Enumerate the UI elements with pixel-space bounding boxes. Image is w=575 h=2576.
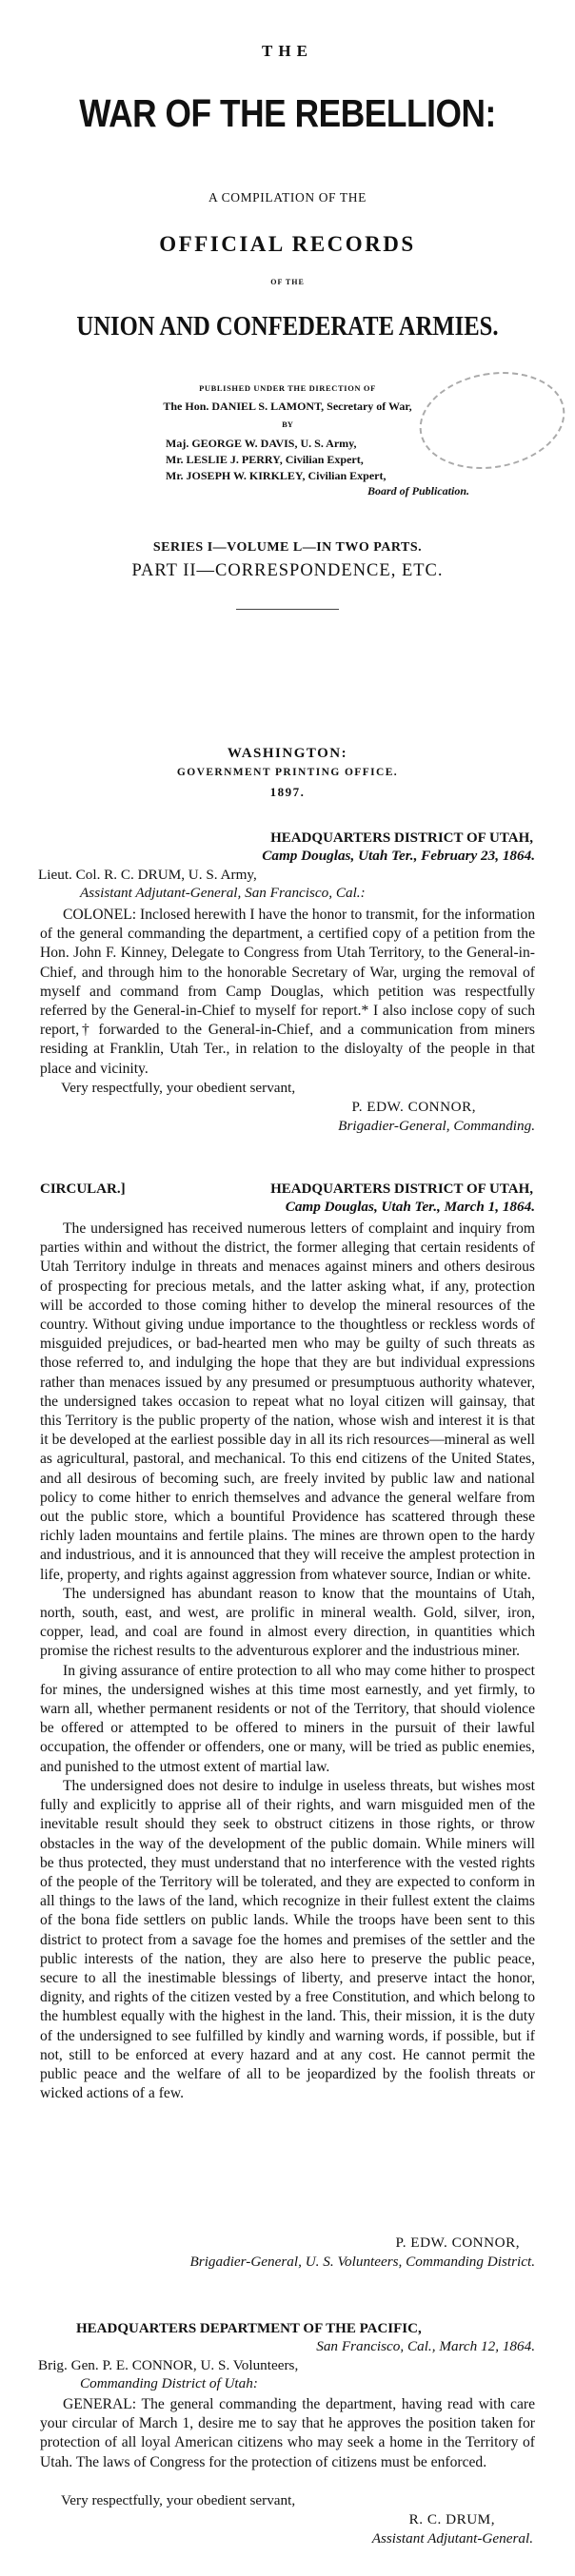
compilation-line: A COMPILATION OF THE (208, 190, 367, 205)
circular-paragraph: The undersigned has received numerous letters of complaint and inquiry from parties within and without the district, the former alleging that certain residents of Utah Territory indulge in threats and menaces against miners and others desirous of prospecting for precious metals, and the latter asking what, if any, protection will be accorded to those coming hither to develop the mineral resources of the country. Without giving undue importance to the thoughtless or reckless words of misguided prejudices, or bad-hearted men who may be guilty of such threats as those referred to, and indulging the hope that they are but individual expressions rather than menaces issued by any presumed or presumptuous authority whatever, the undersigned takes occasion to repeat what no loyal citizen will gainsay, that this Territory is the public property of the nation, whose wish and interest it is that it be developed at the earliest possible day in all its rich resources—mineral as well as agricultural, pastoral, and mechanical. To this end citizens of the United States, and all desirous of becoming such, are freely invited by public law and national policy to come hither to enrich themselves and advance the general welfare from out the public store, which a bountiful Providence has scattered through these richly laden mountains and fertile plains. The mines are thrown open to the hardy and industrious, and it is announced that they will receive the amplest protection in life, property, and rights against aggression from whatever source, Indian or white. (40, 1220, 535, 1583)
circular-paragraph: The undersigned has abundant reason to know that the mountains of Utah, north, south, east, and west, are prolific in mineral wealth. Gold, silver, iron, copper, lead, and coal are found in almost every direction, in quantities which promise the richest results to the adventurous explorer and the industrious miner. (40, 1585, 535, 1660)
divider (236, 609, 339, 610)
official-records: OFFICIAL RECORDS (159, 232, 416, 256)
by-line: BY (282, 420, 293, 429)
main-title: WAR OF THE REBELLION: (79, 91, 496, 135)
circular-signature: P. EDW. CONNOR, (395, 2234, 520, 2251)
letter2-recipient-title: Commanding District of Utah: (80, 2375, 258, 2391)
published-under: PUBLISHED UNDER THE DIRECTION OF (199, 383, 376, 393)
circular-dateline: Camp Douglas, Utah Ter., March 1, 1864. (285, 1199, 535, 1215)
title-the: THE (262, 42, 313, 60)
letter1-recipient: Lieut. Col. R. C. DRUM, U. S. Army, (38, 867, 257, 883)
board-label: Board of Publication. (367, 484, 470, 498)
secretary-line: The Hon. DANIEL S. LAMONT, Secretary of War, (163, 400, 412, 413)
letter1-body: COLONEL: Inclosed herewith I have the honor to transmit, for the information of the general commanding the department, a certified copy of a petition from the Hon. John F. Kinney, Delegate to Congress from Utah Territory, to the General-in-Chief, and through him to the honorable Secretary of War, urging the removal of myself and command from Camp Douglas, which petition was respectfully referred by the General-in-Chief to myself for report.* I also inclose copy of such report,† forwarded to the General-in-Chief, and a communication from miners residing at Franklin, Utah Ter., in relation to the disloyalty of the people in that place and vicinity. (40, 907, 535, 1077)
circular-body (40, 1220, 535, 2103)
letter2-closing: Very respectfully, your obedient servant, (61, 2492, 296, 2508)
board-list (166, 436, 387, 484)
board-member: Mr. LESLIE J. PERRY, Civilian Expert, (166, 453, 364, 466)
letter1-closing: Very respectfully, your obedient servant, (61, 1080, 296, 1096)
letter1-heading: HEADQUARTERS DISTRICT OF UTAH, (270, 830, 533, 846)
board-member: Maj. GEORGE W. DAVIS, U. S. Army, (166, 437, 357, 450)
letter2-signature: R. C. DRUM, (408, 2511, 495, 2527)
office-line: GOVERNMENT PRINTING OFFICE. (176, 767, 399, 778)
circular-paragraph: The undersigned does not desire to indulge in useless threats, but wishes most fully and explicitly to apprise all of their rights, and warn misguided men of the inevitable result should they seek to obstruct citizens in those rights, or throw obstacles in the way of the development of the public domain. While miners will be thus protected, they must understand that no interference with the vested rights of the people of the Territory will be tolerated, and they are expected to conform in all things to the laws of the land, which recognize in their fullest extent the claims of the bona fide settlers on public lands. While the troops have been sent to this district to protect from a savage foe the homes and premises of the settler and the public interests of the nation, they are also here to preserve the public peace, secure to all the inestimable blessings of liberty, and preserve intact the honor, dignity, and rights of the citizen vested by a free Constitution, and which belong to the humblest equally with the highest in the land. This, their mission, it is the duty of the undersigned to see fulfilled by kindly and warning words, if possible, but if not, still to be enforced at every hazard and at any cost. He cannot permit the public peace and the welfare of all to be jeopardized by the foolish threats or wicked actions of a few. (40, 1777, 535, 2102)
letter1-recipient-title: Assistant Adjutant-General, San Francisco, Cal.: (80, 885, 366, 901)
letter2-dateline: San Francisco, Cal., March 12, 1864. (316, 2338, 535, 2354)
letter2-heading: HEADQUARTERS DEPARTMENT OF THE PACIFIC, (76, 2321, 422, 2336)
circular-rank: Brigadier-General, U. S. Volunteers, Commanding District. (189, 2254, 535, 2270)
letter1-signature: P. EDW. CONNOR, (351, 1099, 476, 1115)
letter2-rank: Assistant Adjutant-General. (371, 2530, 533, 2547)
year-line: 1897. (269, 785, 306, 799)
of-the-line: OF THE (270, 278, 305, 286)
series-line: SERIES I—VOLUME L—IN TWO PARTS. (152, 540, 423, 555)
letter1-rank: Brigadier-General, Commanding. (338, 1118, 535, 1134)
circular-heading: HEADQUARTERS DISTRICT OF UTAH, (270, 1181, 533, 1197)
armies-title: UNION AND CONFEDERATE ARMIES. (76, 312, 499, 342)
part-line: PART II—CORRESPONDENCE, ETC. (131, 561, 444, 580)
circular-paragraph: In giving assurance of entire protection to all who may come hither to prospect for mines, the undersigned wishes at this time most earnestly, and yet firmly, to warn all, whether permanent residents or not of the Territory, that should violence be offered or attempted to be offered to miners in the pursuit of their lawful occupation, the offender or offenders, one or many, will be tried as public enemies, and punished to the utmost extent of martial law. (40, 1662, 535, 1775)
letter2-recipient: Brig. Gen. P. E. CONNOR, U. S. Volunteers, (38, 2357, 299, 2373)
letter2-body: GENERAL: The general commanding the department, having read with care your circular of March 1, desire me to say that he approves the position taken for protection of all loyal American citizens who may seek a home in the Territory of Utah. The laws of Congress for the protection of citizens must be enforced. (40, 2396, 535, 2470)
circular-label: CIRCULAR.] (40, 1181, 126, 1197)
board-member: Mr. JOSEPH W. KIRKLEY, Civilian Expert, (166, 469, 387, 482)
letter1-dateline: Camp Douglas, Utah Ter., February 23, 1864. (262, 848, 535, 864)
city-line: WASHINGTON: (227, 746, 348, 761)
